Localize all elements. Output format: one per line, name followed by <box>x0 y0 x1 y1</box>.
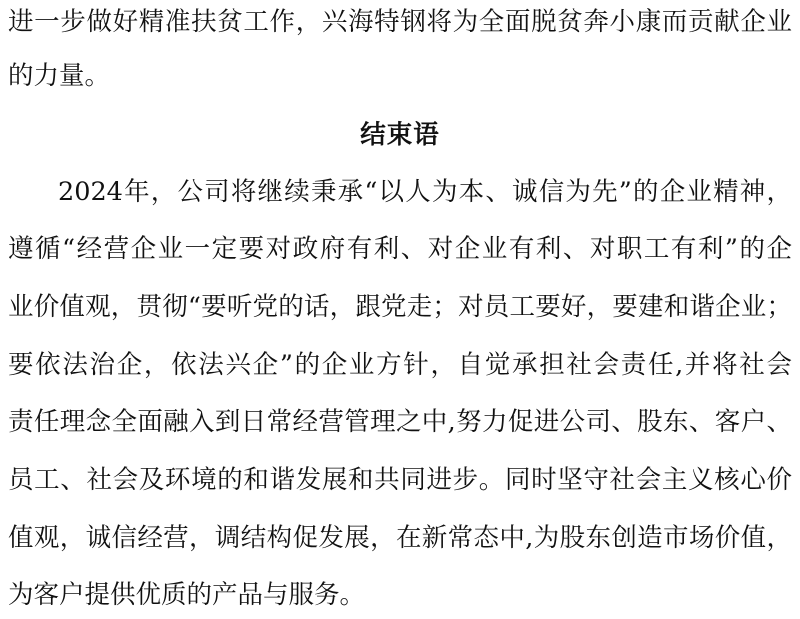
paragraph-line: 业价值观，贯彻“要听党的话，跟党走；对员工要好，要建和谐企业； <box>8 292 792 322</box>
section-heading: 结束语 <box>360 120 440 150</box>
paragraph-line: 员工、社会及环境的和谐发展和共同进步。同时坚守社会主义核心价 <box>8 465 792 495</box>
paragraph-line: 遵循“经营企业一定要对政府有利、对企业有利、对职工有利”的企 <box>8 234 792 264</box>
paragraph-line: 的力量。 <box>8 61 111 91</box>
paragraph-line: 为客户提供优质的产品与服务。 <box>8 580 366 610</box>
paragraph-line: 要依法治企，依法兴企”的企业方针，自觉承担社会责任,并将社会 <box>8 350 792 380</box>
paragraph-line: 2024年，公司将继续秉承“以人为本、诚信为先”的企业精神， <box>58 177 792 207</box>
paragraph-line: 值观，诚信经营，调结构促发展，在新常态中,为股东创造市场价值， <box>8 523 792 553</box>
paragraph-line: 责任理念全面融入到日常经营管理之中,努力促进公司、股东、客户、 <box>8 407 792 437</box>
paragraph-line: 进一步做好精准扶贫工作，兴海特钢将为全面脱贫奔小康而贡献企业 <box>8 7 792 37</box>
